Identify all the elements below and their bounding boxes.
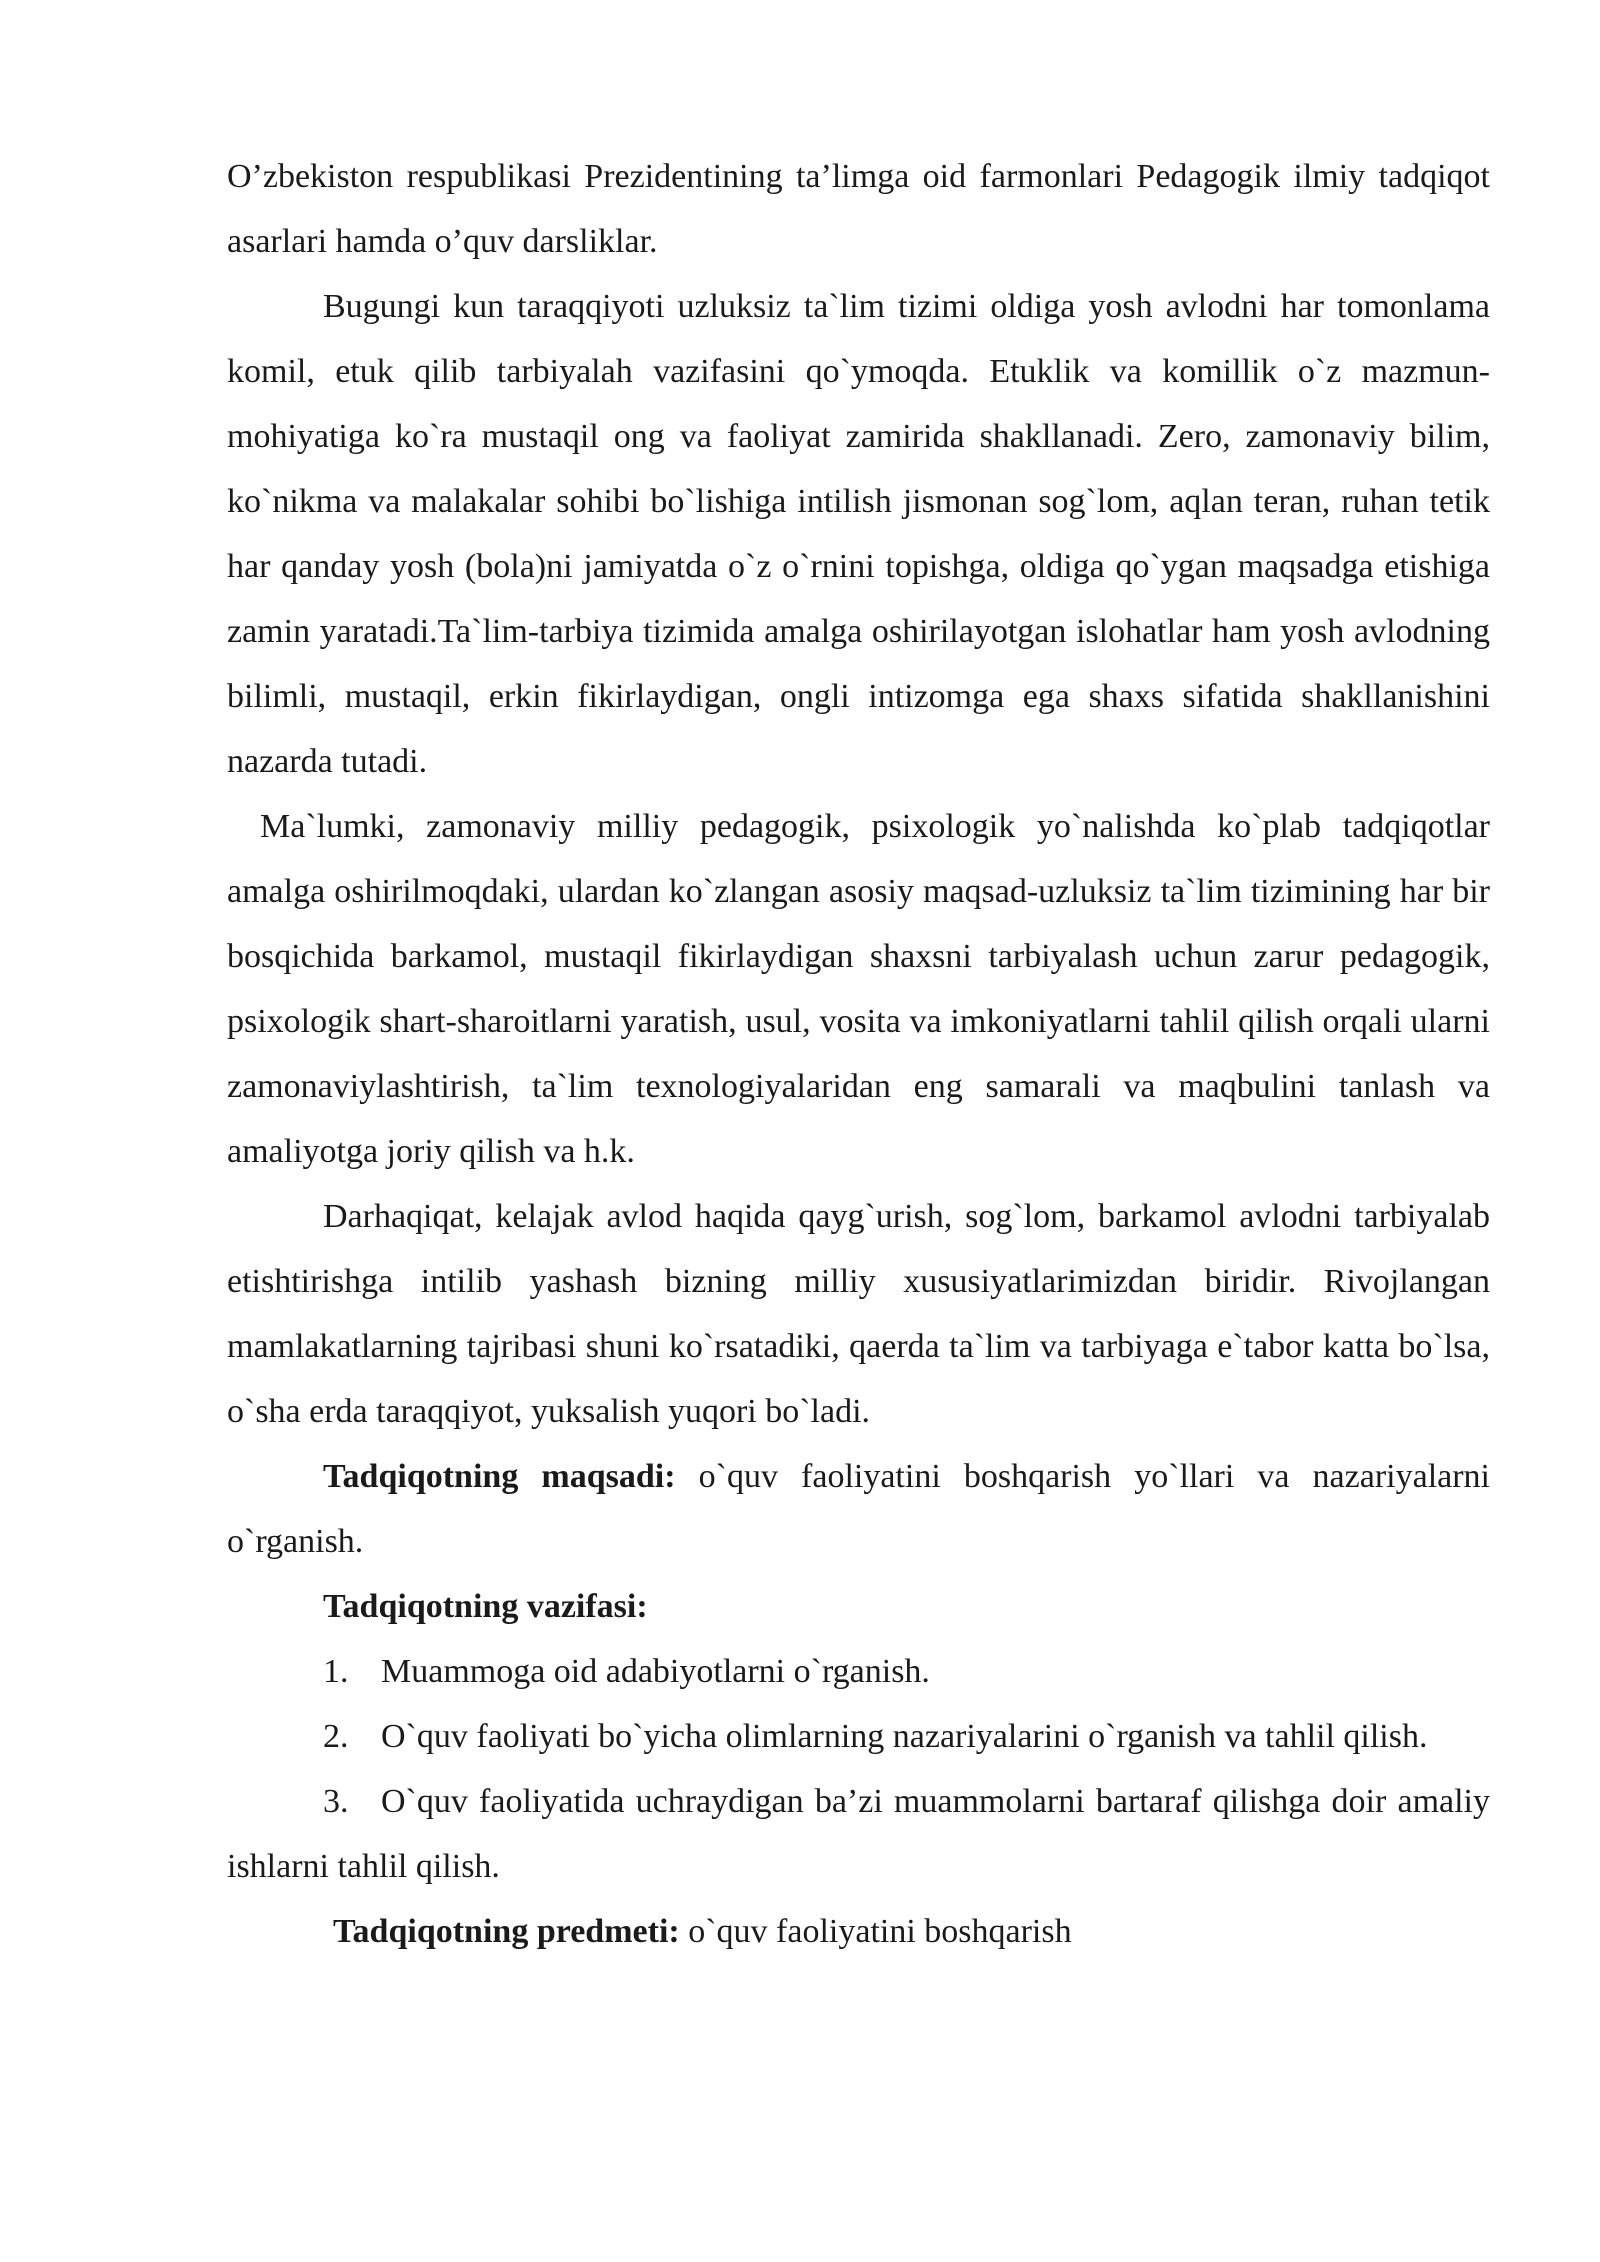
task-text: O`quv faoliyatida uchraydigan ba’zi muammolarni bartaraf qilishga doir amaliy ishlarni tahlil qilish. [227, 1783, 1490, 1885]
task-text: Muammoga oid adabiyotlarni o`rganish. [381, 1653, 930, 1690]
research-subject-text: o`quv faoliyatini boshqarish [688, 1913, 1072, 1950]
task-item-1 [227, 1639, 1490, 1704]
research-tasks-label: Tadqiqotning vazifasi: [323, 1588, 648, 1625]
task-text: O`quv faoliyati bo`yicha olimlarning nazariyalarini o`rganish va tahlil qilish. [381, 1718, 1428, 1755]
intro-paragraph: O’zbekiston respublikasi Prezidentining ta’limga oid farmonlari Pedagogik ilmiy tadqiqot asarlari hamda o’quv darsliklar. [227, 158, 1490, 260]
research-goal-label: Tadqiqotning maqsadi: [323, 1458, 676, 1495]
research-goal [227, 1444, 1490, 1574]
paragraph-malumki: Ma`lumki, zamonaviy milliy pedagogik, psixologik yo`nalishda ko`plab tadqiqotlar amalga oshirilmoqdaki, ulardan ko`zlangan asosiy maqsad-uzluksiz ta`lim tizimining har bir bosqichida barkamol, mustaqil fikirlaydigan shaxsni tarbiyalash uchun zarur pedagogik, psixologik shart-sharoitlarni yaratish, usul, vosita va imkoniyatlarni tahlil qilish orqali ularni zamonaviylashtirish, ta`lim texnologiyalaridan eng samarali va maqbulini tanlash va amaliyotga joriy qilish va h.k. [227, 808, 1490, 1170]
task-number: 1. [323, 1653, 349, 1690]
document-body [227, 144, 1490, 1964]
research-tasks-heading [227, 1574, 1490, 1639]
task-number: 3. [323, 1783, 349, 1820]
task-item-3 [227, 1769, 1490, 1899]
task-number: 2. [323, 1718, 349, 1755]
research-subject [227, 1899, 1490, 1964]
paragraph-darhaqiqat: Darhaqiqat, kelajak avlod haqida qayg`urish, sog`lom, barkamol avlodni tarbiyalab etishtirishga intilib yashash bizning milliy xususiyatlarimizdan biridir. Rivojlangan mamlakatlarning tajribasi shuni ko`rsatadiki, qaerda ta`lim va tarbiyaga e`tabor katta bo`lsa, o`sha erda taraqqiyot, yuksalish yuqori bo`ladi. [227, 1198, 1490, 1430]
paragraph-bugungi: Bugungi kun taraqqiyoti uzluksiz ta`lim tizimi oldiga yosh avlodni har tomonlama komil, etuk qilib tarbiyalah vazifasini qo`ymoqda. Etuklik va komillik o`z mazmun-mohiyatiga ko`ra mustaqil ong va faoliyat zamirida shakllanadi. Zero, zamonaviy bilim, ko`nikma va malakalar sohibi bo`lishiga intilish jismonan sog`lom, aqlan teran, ruhan tetik har qanday yosh (bola)ni jamiyatda o`z o`rnini topishga, oldiga qo`ygan maqsadga etishiga zamin yaratadi.Ta`lim-tarbiya tizimida amalga oshirilayotgan islohatlar ham yosh avlodning bilimli, mustaqil, erkin fikirlaydigan, ongli intizomga ega shaxs sifatida shakllanishini nazarda tutadi. [227, 288, 1490, 780]
task-item-2 [227, 1704, 1490, 1769]
research-subject-label: Tadqiqotning predmeti: [333, 1913, 680, 1950]
research-goal-text: o`quv faoliyatini boshqarish yo`llari va nazariyalarni o`rganish. [227, 1458, 1490, 1560]
